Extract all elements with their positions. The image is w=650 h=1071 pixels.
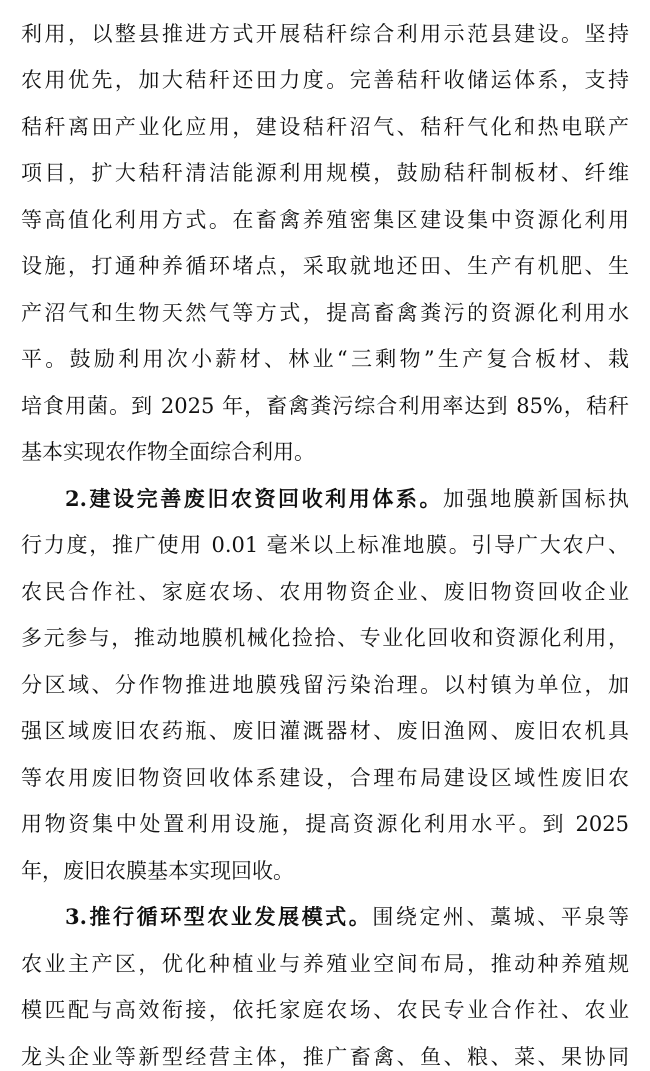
text-line: 产沼气和生物天然气等方式，提高畜禽粪污的资源化利用水 bbox=[21, 301, 629, 325]
text-line: 等农用废旧物资回收体系建设，合理布局建设区域性废旧农 bbox=[21, 766, 629, 790]
text-line: 强区域废旧农药瓶、废旧灌溉器材、废旧渔网、废旧农机具 bbox=[21, 719, 629, 743]
section-text: 加强地膜新国标执 bbox=[443, 487, 630, 511]
text-line: 龙头企业等新型经营主体，推广畜禽、鱼、粮、菜、果协同 bbox=[21, 1045, 629, 1069]
text-line: 模匹配与高效衔接，依托家庭农场、农民专业合作社、农业 bbox=[21, 998, 629, 1022]
text-line: 农民合作社、家庭农场、农用物资企业、废旧物资回收企业 bbox=[21, 580, 629, 604]
section-2-first-line bbox=[65, 485, 629, 513]
section-heading: 3.推行循环型农业发展模式。 bbox=[65, 904, 373, 929]
text-line: 培食用菌。到 2025 年，畜禽粪污综合利用率达到 85%，秸秆 bbox=[21, 394, 629, 418]
text-line: 基本实现农作物全面综合利用。 bbox=[21, 440, 315, 464]
section-3-first-line bbox=[65, 903, 629, 931]
text-line: 行力度，推广使用 0.01 毫米以上标准地膜。引导广大农户、 bbox=[21, 533, 629, 557]
section-text: 围绕定州、藁城、平泉等 bbox=[372, 905, 630, 929]
text-line: 多元参与，推动地膜机械化捡拾、专业化回收和资源化利用， bbox=[21, 626, 629, 650]
text-line: 分区域、分作物推进地膜残留污染治理。以村镇为单位，加 bbox=[21, 673, 629, 697]
text-line: 农用优先，加大秸秆还田力度。完善秸秆收储运体系，支持 bbox=[21, 68, 629, 92]
text-line: 用物资集中处置利用设施，提高资源化利用水平。到 2025 bbox=[21, 812, 629, 836]
text-line: 利用，以整县推进方式开展秸秆综合利用示范县建设。坚持 bbox=[21, 22, 629, 46]
text-line: 年，废旧农膜基本实现回收。 bbox=[21, 859, 294, 883]
text-line: 等高值化利用方式。在畜禽养殖密集区建设集中资源化利用 bbox=[21, 208, 629, 232]
text-line: 设施，打通种养循环堵点，采取就地还田、生产有机肥、生 bbox=[21, 254, 629, 278]
text-line: 农业主产区，优化种植业与养殖业空间布局，推动种养殖规 bbox=[21, 952, 629, 976]
text-line: 项目，扩大秸秆清洁能源利用规模，鼓励秸秆制板材、纤维 bbox=[21, 161, 629, 185]
text-line: 平。鼓励利用次小薪材、林业“三剩物”生产复合板材、栽 bbox=[21, 347, 629, 371]
section-heading: 2.建设完善废旧农资回收利用体系。 bbox=[65, 486, 444, 511]
text-line: 秸秆离田产业化应用，建设秸秆沼气、秸秆气化和热电联产 bbox=[21, 115, 629, 139]
